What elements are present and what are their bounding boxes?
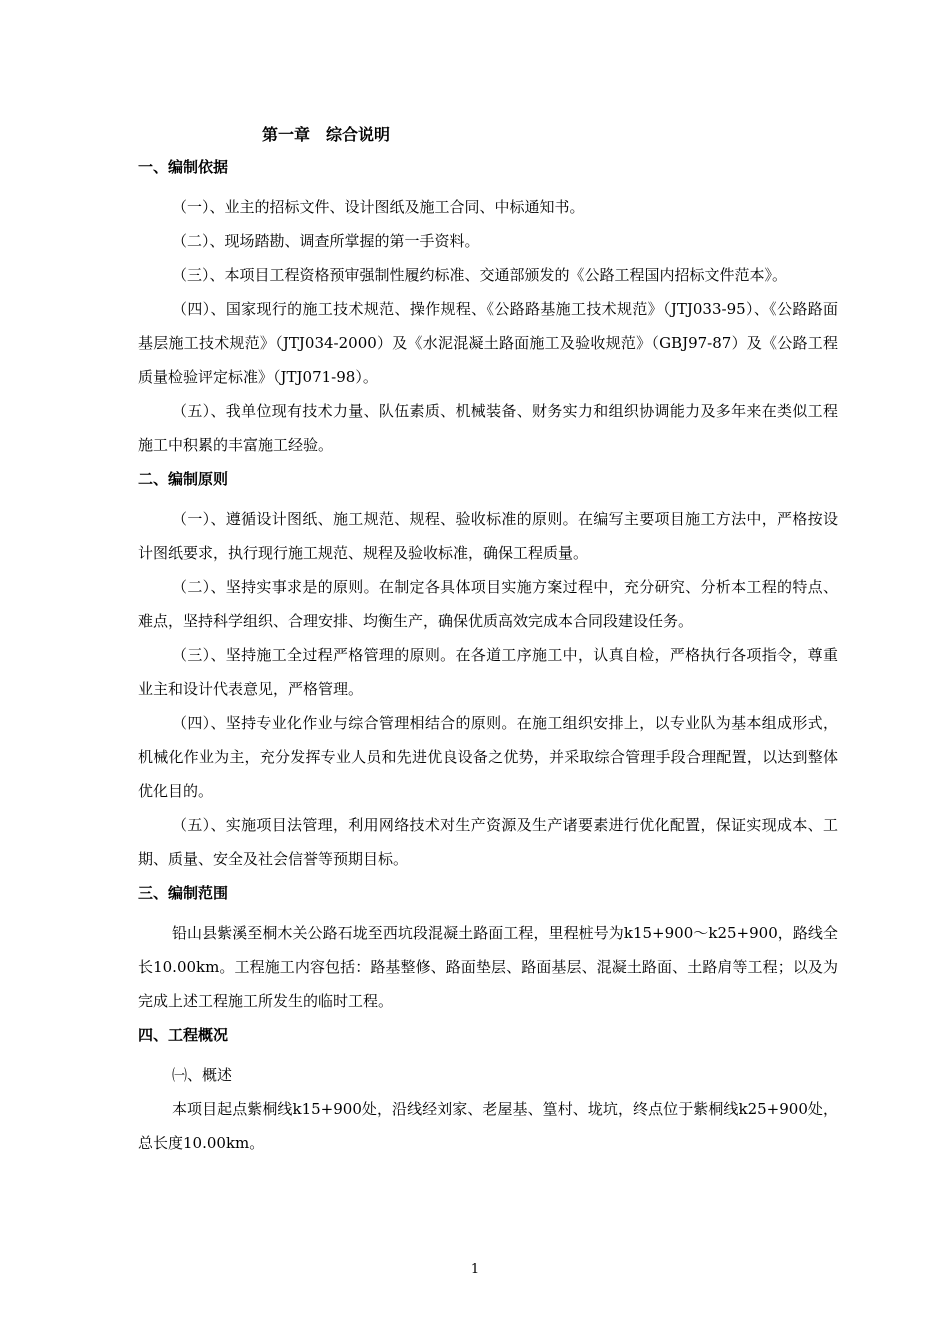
overview-paragraph: 本项目起点紫桐线k15+900处，沿线经刘家、老屋基、篁村、垅坑，终点位于紫桐线k25+900处，总长度10.00km。 (138, 1100, 838, 1152)
principles-item-5: （五）、实施项目法管理，利用网络技术对生产资源及生产诸要素进行优化配置，保证实现成本、工期、质量、安全及社会信誉等预期目标。 (138, 816, 838, 868)
basis-item-3: （三）、本项目工程资格预审强制性履约标准、交通部颁发的《公路工程国内招标文件范本》。 (172, 266, 788, 284)
principles-item-2: （二）、坚持实事求是的原则。在制定各具体项目实施方案过程中，充分研究、分析本工程的特点、难点，坚持科学组织、合理安排、均衡生产，确保优质高效完成本合同段建设任务。 (138, 578, 838, 630)
basis-item-5: （五）、我单位现有技术力量、队伍素质、机械装备、财务实力和组织协调能力及多年来在类似工程施工中积累的丰富施工经验。 (138, 402, 838, 454)
principles-item-1: （一）、遵循设计图纸、施工规范、规程、验收标准的原则。在编写主要项目施工方法中，严格按设计图纸要求，执行现行施工规范、规程及验收标准，确保工程质量。 (138, 510, 838, 562)
section-heading-basis: 一、编制依据 (138, 158, 229, 176)
chapter-title: 第一章 综合说明 (262, 125, 391, 144)
section-heading-scope: 三、编制范围 (138, 884, 229, 902)
principles-item-4: （四）、坚持专业化作业与综合管理相结合的原则。在施工组织安排上，以专业队为基本组成形式，机械化作业为主，充分发挥专业人员和先进优良设备之优势，并采取综合管理手段合理配置，以达到整体优化目的。 (138, 714, 838, 800)
page-number: 1 (470, 1262, 480, 1277)
scope-paragraph: 铅山县紫溪至桐木关公路石垅至西坑段混凝土路面工程，里程桩号为k15+900～k25+900，路线全长10.00km。工程施工内容包括：路基整修、路面垫层、路面基层、混凝土路面、土路肩等工程；以及为完成上述工程施工所发生的临时工程。 (138, 924, 838, 1010)
basis-item-4: （四）、国家现行的施工技术规范、操作规程、《公路路基施工技术规范》（JTJ033-95）、《公路路面基层施工技术规范》（JTJ034-2000）及《水泥混凝土路面施工及验收规范》（GBJ97-87）及《公路工程质量检验评定标准》（JTJ071-98）。 (138, 300, 838, 386)
overview-subheading: ㈠、概述 (172, 1066, 233, 1084)
basis-item-1: （一）、业主的招标文件、设计图纸及施工合同、中标通知书。 (172, 198, 585, 216)
basis-item-2: （二）、现场踏勘、调查所掌握的第一手资料。 (172, 232, 480, 250)
principles-item-3: （三）、坚持施工全过程严格管理的原则。在各道工序施工中，认真自检，严格执行各项指令，尊重业主和设计代表意见，严格管理。 (138, 646, 838, 698)
section-heading-overview: 四、工程概况 (138, 1026, 229, 1044)
document-body (138, 122, 838, 1160)
section-heading-principles: 二、编制原则 (138, 470, 229, 488)
